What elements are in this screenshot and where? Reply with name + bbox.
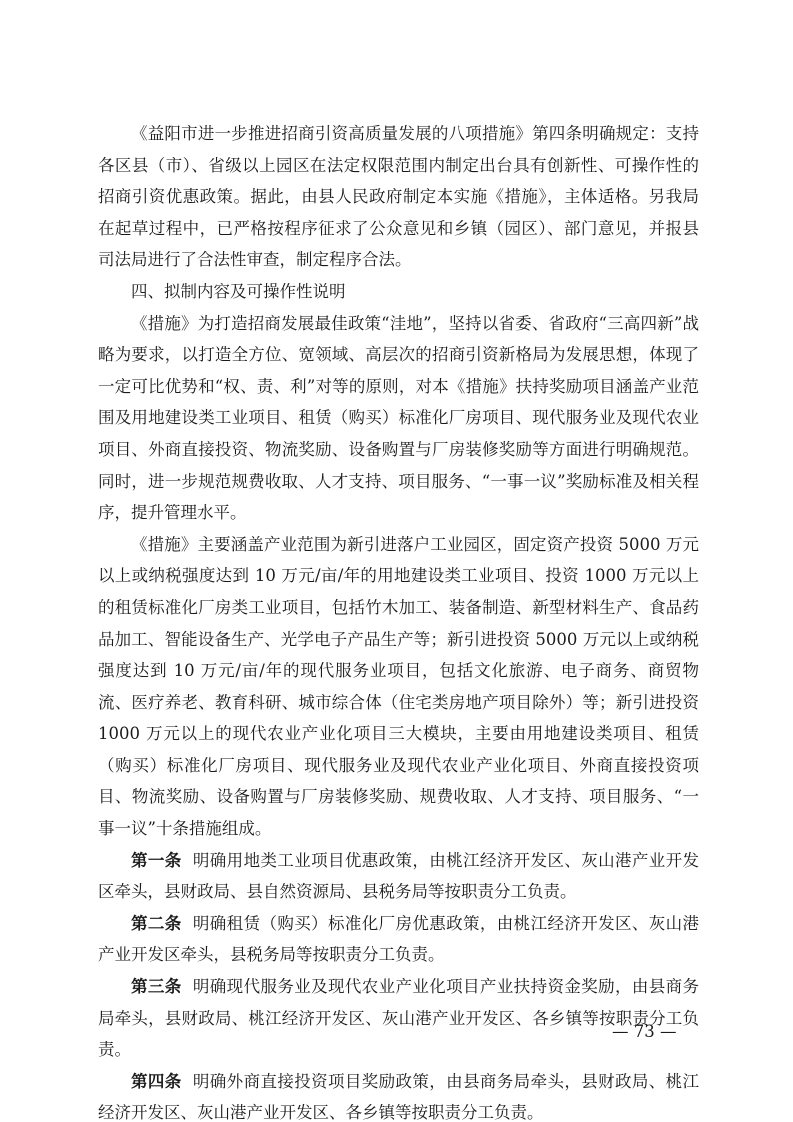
paragraph-legal-basis: 《益阳市进一步推进招商引资高质量发展的八项措施》第四条明确规定：支持各区县（市）、省级以上园区在法定权限范围内制定出台具有创新性、可操作性的招商引资优惠政策。据此，由县人民政府制定本实施《措施》，主体适格。另我局在起草过程中，已严格按程序征求了公众意见和乡镇（园区）、部门意见，并报县司法局进行了合法性审查，制定程序合法。 <box>98 124 699 270</box>
article-2 <box>98 908 699 971</box>
article-3 <box>98 971 699 1066</box>
article-text: 明确现代服务业及现代农业产业化项目产业扶持资金奖励，由县商务局牵头，县财政局、桃江经济开发区、灰山港产业开发区、各乡镇等按职责分工负责。 <box>98 977 700 1060</box>
section-heading: 四、拟制内容及可操作性说明 <box>131 281 346 301</box>
article-label: 第三条 <box>131 977 182 997</box>
article-text: 明确外商直接投资项目奖励政策，由县商务局牵头，县财政局、桃江经济开发区、灰山港产业开发区、各乡镇等按职责分工负责。 <box>98 1071 700 1122</box>
article-text: 明确用地类工业项目优惠政策，由桃江经济开发区、灰山港产业开发区牵头，县财政局、县自然资源局、县税务局等按职责分工负责。 <box>98 850 700 902</box>
article-label: 第四条 <box>131 1071 182 1091</box>
article-1 <box>98 845 699 908</box>
document-body <box>98 118 699 1122</box>
article-label: 第二条 <box>131 913 182 933</box>
paragraph-overview: 《措施》为打造招商发展最佳政策“洼地”，坚持以省委、省政府“三高四新”战略为要求，以打造全方位、宽领域、高层次的招商引资新格局为发展思想，体现了一定可比优势和“权、责、利”对等的原则，对本《措施》扶持奖励项目涵盖产业范围及用地建设类工业项目、租赁（购买）标准化厂房项目、现代服务业及现代农业项目、外商直接投资、物流奖励、设备购置与厂房装修奖励等方面进行明确规范。同时，进一步规范规费收取、人才支持、项目服务、“一事一议”奖励标准及相关程序，提升管理水平。 <box>98 313 699 523</box>
article-label: 第一条 <box>131 850 182 870</box>
article-text: 明确租赁（购买）标准化厂房优惠政策，由桃江经济开发区、灰山港产业开发区牵头，县税务局等按职责分工负责。 <box>98 913 700 965</box>
page-number: — 73 — <box>612 1022 677 1041</box>
paragraph-scope: 《措施》主要涵盖产业范围为新引进落户工业园区，固定资产投资 5000 万元以上或纳税强度达到 10 万元/亩/年的用地建设类工业项目、投资 1000 万元以上的租赁标准化厂房类工业项目，包括竹木加工、装备制造、新型材料生产、食品药品加工、智能设备生产、光学电子产品生产等；新引进投资 5000 万元以上或纳税强度达到 10 万元/亩/年的现代服务业项目，包括文化旅游、电子商务、商贸物流、医疗养老、教育科研、城市综合体（住宅类房地产项目除外）等；新引进投资 1000 万元以上的现代农业产业化项目三大模块，主要由用地建设类项目、租赁（购买）标准化厂房项目、现代服务业及现代农业产业化项目、外商直接投资项目、物流奖励、设备购置与厂房装修奖励、规费收取、人才支持、项目服务、“一事一议”十条措施组成。 <box>98 534 699 839</box>
article-4 <box>98 1066 699 1122</box>
